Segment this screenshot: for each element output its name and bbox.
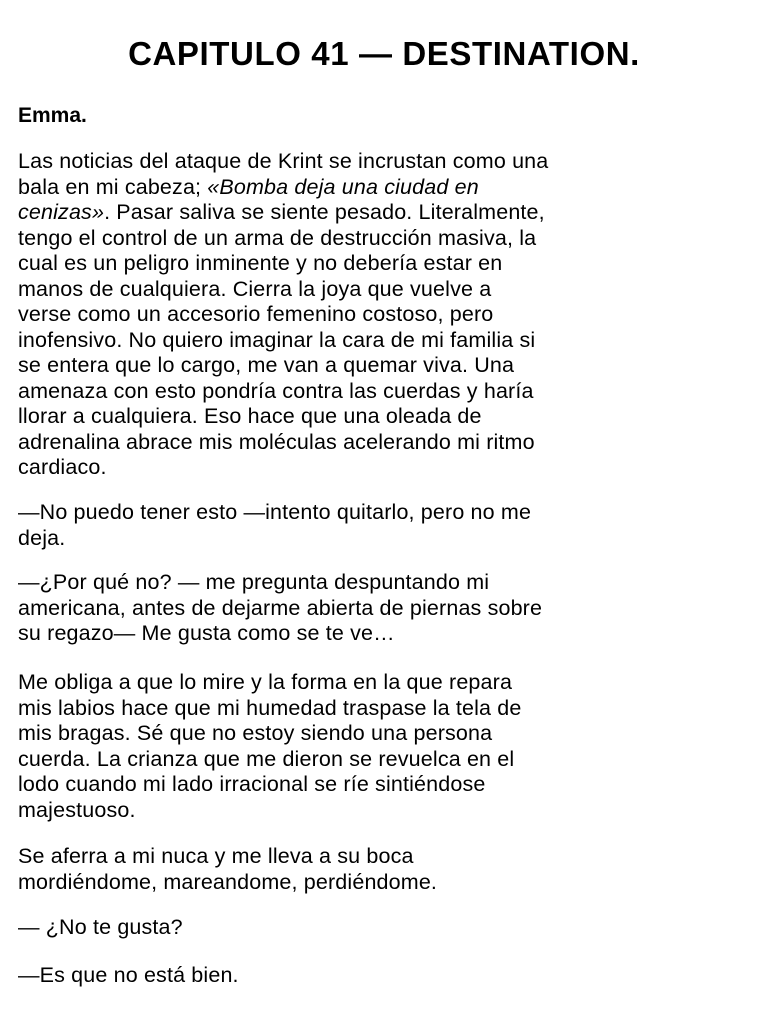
- text-line: inofensivo. No quiero imaginar la cara de mi familia si: [18, 327, 536, 352]
- text-line: mis labios hace que mi humedad traspase la tela de: [18, 695, 522, 720]
- text-line: cuerda. La crianza que me dieron se revuelca en el: [18, 746, 515, 771]
- paragraph: [18, 844, 437, 895]
- text-line: cual es un peligro inminente y no debería estar en: [18, 251, 503, 275]
- text-line: mis bragas. Sé que no estoy siendo una persona: [18, 721, 493, 745]
- text-line: se entera que lo cargo, me van a quemar viva. Una: [18, 353, 515, 377]
- text-segment: bala en mi cabeza;: [18, 174, 202, 199]
- text-line: [18, 200, 548, 226]
- text-line: majestuoso.: [18, 797, 136, 822]
- narrator-heading: Emma.: [18, 104, 87, 127]
- paragraph: [18, 570, 542, 647]
- text-line: amenaza con esto pondría contra las cuerdas y haría: [18, 378, 534, 403]
- chapter-title: CAPITULO 41 — DESTINATION.: [128, 35, 640, 72]
- paragraph: [18, 670, 521, 823]
- text-line: su regazo— Me gusta como se te ve…: [18, 621, 395, 645]
- text-line: manos de cualquiera. Cierra la joya que vuelve a: [18, 276, 492, 301]
- paragraph: [18, 149, 548, 481]
- text-line: Las noticias del ataque de Krint se incrustan como una: [18, 149, 549, 173]
- text-line: tengo el control de un arma de destrucción masiva, la: [18, 225, 537, 250]
- italic-quote: cenizas»: [18, 200, 105, 224]
- text-line: lodo cuando mi lado irracional se ríe sintiéndose: [18, 772, 486, 796]
- text-segment: . Pasar saliva se siente pesado. Literalmente,: [104, 200, 545, 224]
- paragraph: [18, 915, 183, 941]
- text-line: mordiéndome, mareandome, perdiéndome.: [18, 869, 438, 894]
- text-line: —¿Por qué no? — me pregunta despuntando mi: [18, 570, 490, 594]
- text-line: deja.: [18, 525, 66, 550]
- text-line: adrenalina abrace mis moléculas acelerando mi ritmo: [18, 429, 535, 454]
- text-line: cardiaco.: [18, 455, 107, 479]
- text-line: Me obliga a que lo mire y la forma en la que repara: [18, 670, 513, 694]
- text-line: llorar a cualquiera. Eso hace que una oleada de: [18, 404, 482, 428]
- text-line: —No puedo tener esto —intento quitarlo, pero no me: [18, 500, 532, 524]
- italic-quote: «Bomba deja una ciudad en: [201, 174, 479, 199]
- text-line: verse como un accesorio femenino costoso, pero: [18, 302, 494, 326]
- text-line: [18, 175, 548, 201]
- text-line: Se aferra a mi nuca y me lleva a su boca: [18, 844, 414, 868]
- paragraph: [18, 500, 531, 551]
- text-line: americana, antes de dejarme abierta de piernas sobre: [18, 595, 543, 620]
- text-line: — ¿No te gusta?: [18, 915, 183, 939]
- paragraph: [18, 963, 239, 989]
- text-line: —Es que no está bien.: [18, 963, 239, 987]
